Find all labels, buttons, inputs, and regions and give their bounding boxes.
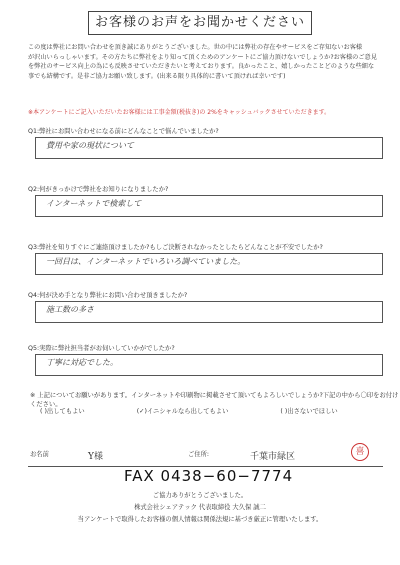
address-label: ご住所: <box>188 451 210 458</box>
page-title: お客様のお声をお聞かせください <box>88 11 312 35</box>
answer-box[interactable] <box>35 195 383 217</box>
question-3 <box>28 243 383 275</box>
option-allow[interactable]: ( )出してもよい <box>40 408 85 415</box>
question-1 <box>28 127 383 159</box>
question-label: Q2:何がきっかけで弊社をお知りになりましたか? <box>28 186 169 193</box>
seal-stamp-icon: 喜 <box>351 443 369 461</box>
answer-box[interactable] <box>35 137 383 159</box>
name-value[interactable]: Y様 <box>88 452 103 462</box>
answer-text: 施工数の多さ <box>46 305 94 314</box>
question-4 <box>28 291 383 323</box>
question-2 <box>28 185 383 217</box>
intro-line: 事でも結構です。是非ご協力お願い致します。(出来る限り具体的に書いて頂ければ幸いです) <box>28 72 286 80</box>
answer-box[interactable] <box>35 253 383 275</box>
fax-number: FAX 0438−60−7774 <box>124 467 294 485</box>
question-label: Q3:弊社を知りすぐにご連絡頂けましたか?もしご決断されなかったとしたらどんなことが不安でしたか? <box>28 244 323 251</box>
answer-box[interactable] <box>35 354 383 376</box>
company-signature: 株式会社シェアテック 代表取締役 大久保 誠二 <box>134 504 266 511</box>
question-label: Q4:何が決め手となり弊社にお問い合わせ頂きましたか? <box>28 292 188 299</box>
intro-line: この度は弊社にお問い合わせを頂き誠にありがとうございました。世の中には弊社の存在やサービスをご存知ないお客様 <box>28 44 363 51</box>
customer-info-row <box>28 446 383 467</box>
answer-text: 丁寧に対応でした。 <box>46 358 118 367</box>
intro-line: を弊社のサービス向上の為にも反映させていただきたいと考えております。良かったこと、嬉しかったことどのような些細な <box>28 63 375 71</box>
answer-text: 費用や家の現状について <box>46 141 134 150</box>
answer-box[interactable] <box>35 301 383 323</box>
question-label: Q5:実際に弊社担当者がお伺いしていかがでしたか? <box>28 345 175 352</box>
intro-line: が沢山いらっしゃいます。その方たちに弊社をより知って頂くためのアンケートにご協力頂けないでしょうか?お客様のご意見 <box>28 53 377 61</box>
option-initials-only[interactable]: (✓)イニシャルなら出してもよい <box>136 408 229 415</box>
consent-options <box>40 406 388 415</box>
address-value[interactable]: 千葉市緑区 <box>250 452 296 462</box>
thanks-text: ご協力ありがとうございました。 <box>152 492 248 499</box>
name-label: お名前 <box>30 451 49 458</box>
intro-text <box>28 43 378 81</box>
privacy-notice: 当アンケートで取得したお客様の個人情報は関係法規に基づき厳正に管理いたします。 <box>77 516 323 523</box>
question-label: Q1:弊社にお問い合わせになる前にどんなことで悩んでいましたか? <box>28 128 219 135</box>
cashback-note: ※本アンケートにご記入いただいたお客様には工事金額(税抜き)の 2%をキャッシュバックさせていただきます。 <box>28 109 331 116</box>
answer-text: インターネットで検索して <box>46 199 142 208</box>
option-disallow[interactable]: ( )出さないでほしい <box>280 408 338 415</box>
answer-text: 一回目は、インターネットでいろいろ調べていました。 <box>46 257 246 266</box>
publication-consent-text: ※ 上記についてお願いがあります。インターネットや印刷物に掲載させて頂いてもよろしいでしょうか?下記の中から〇印をお付けください。 <box>30 392 399 408</box>
question-5 <box>28 344 383 376</box>
